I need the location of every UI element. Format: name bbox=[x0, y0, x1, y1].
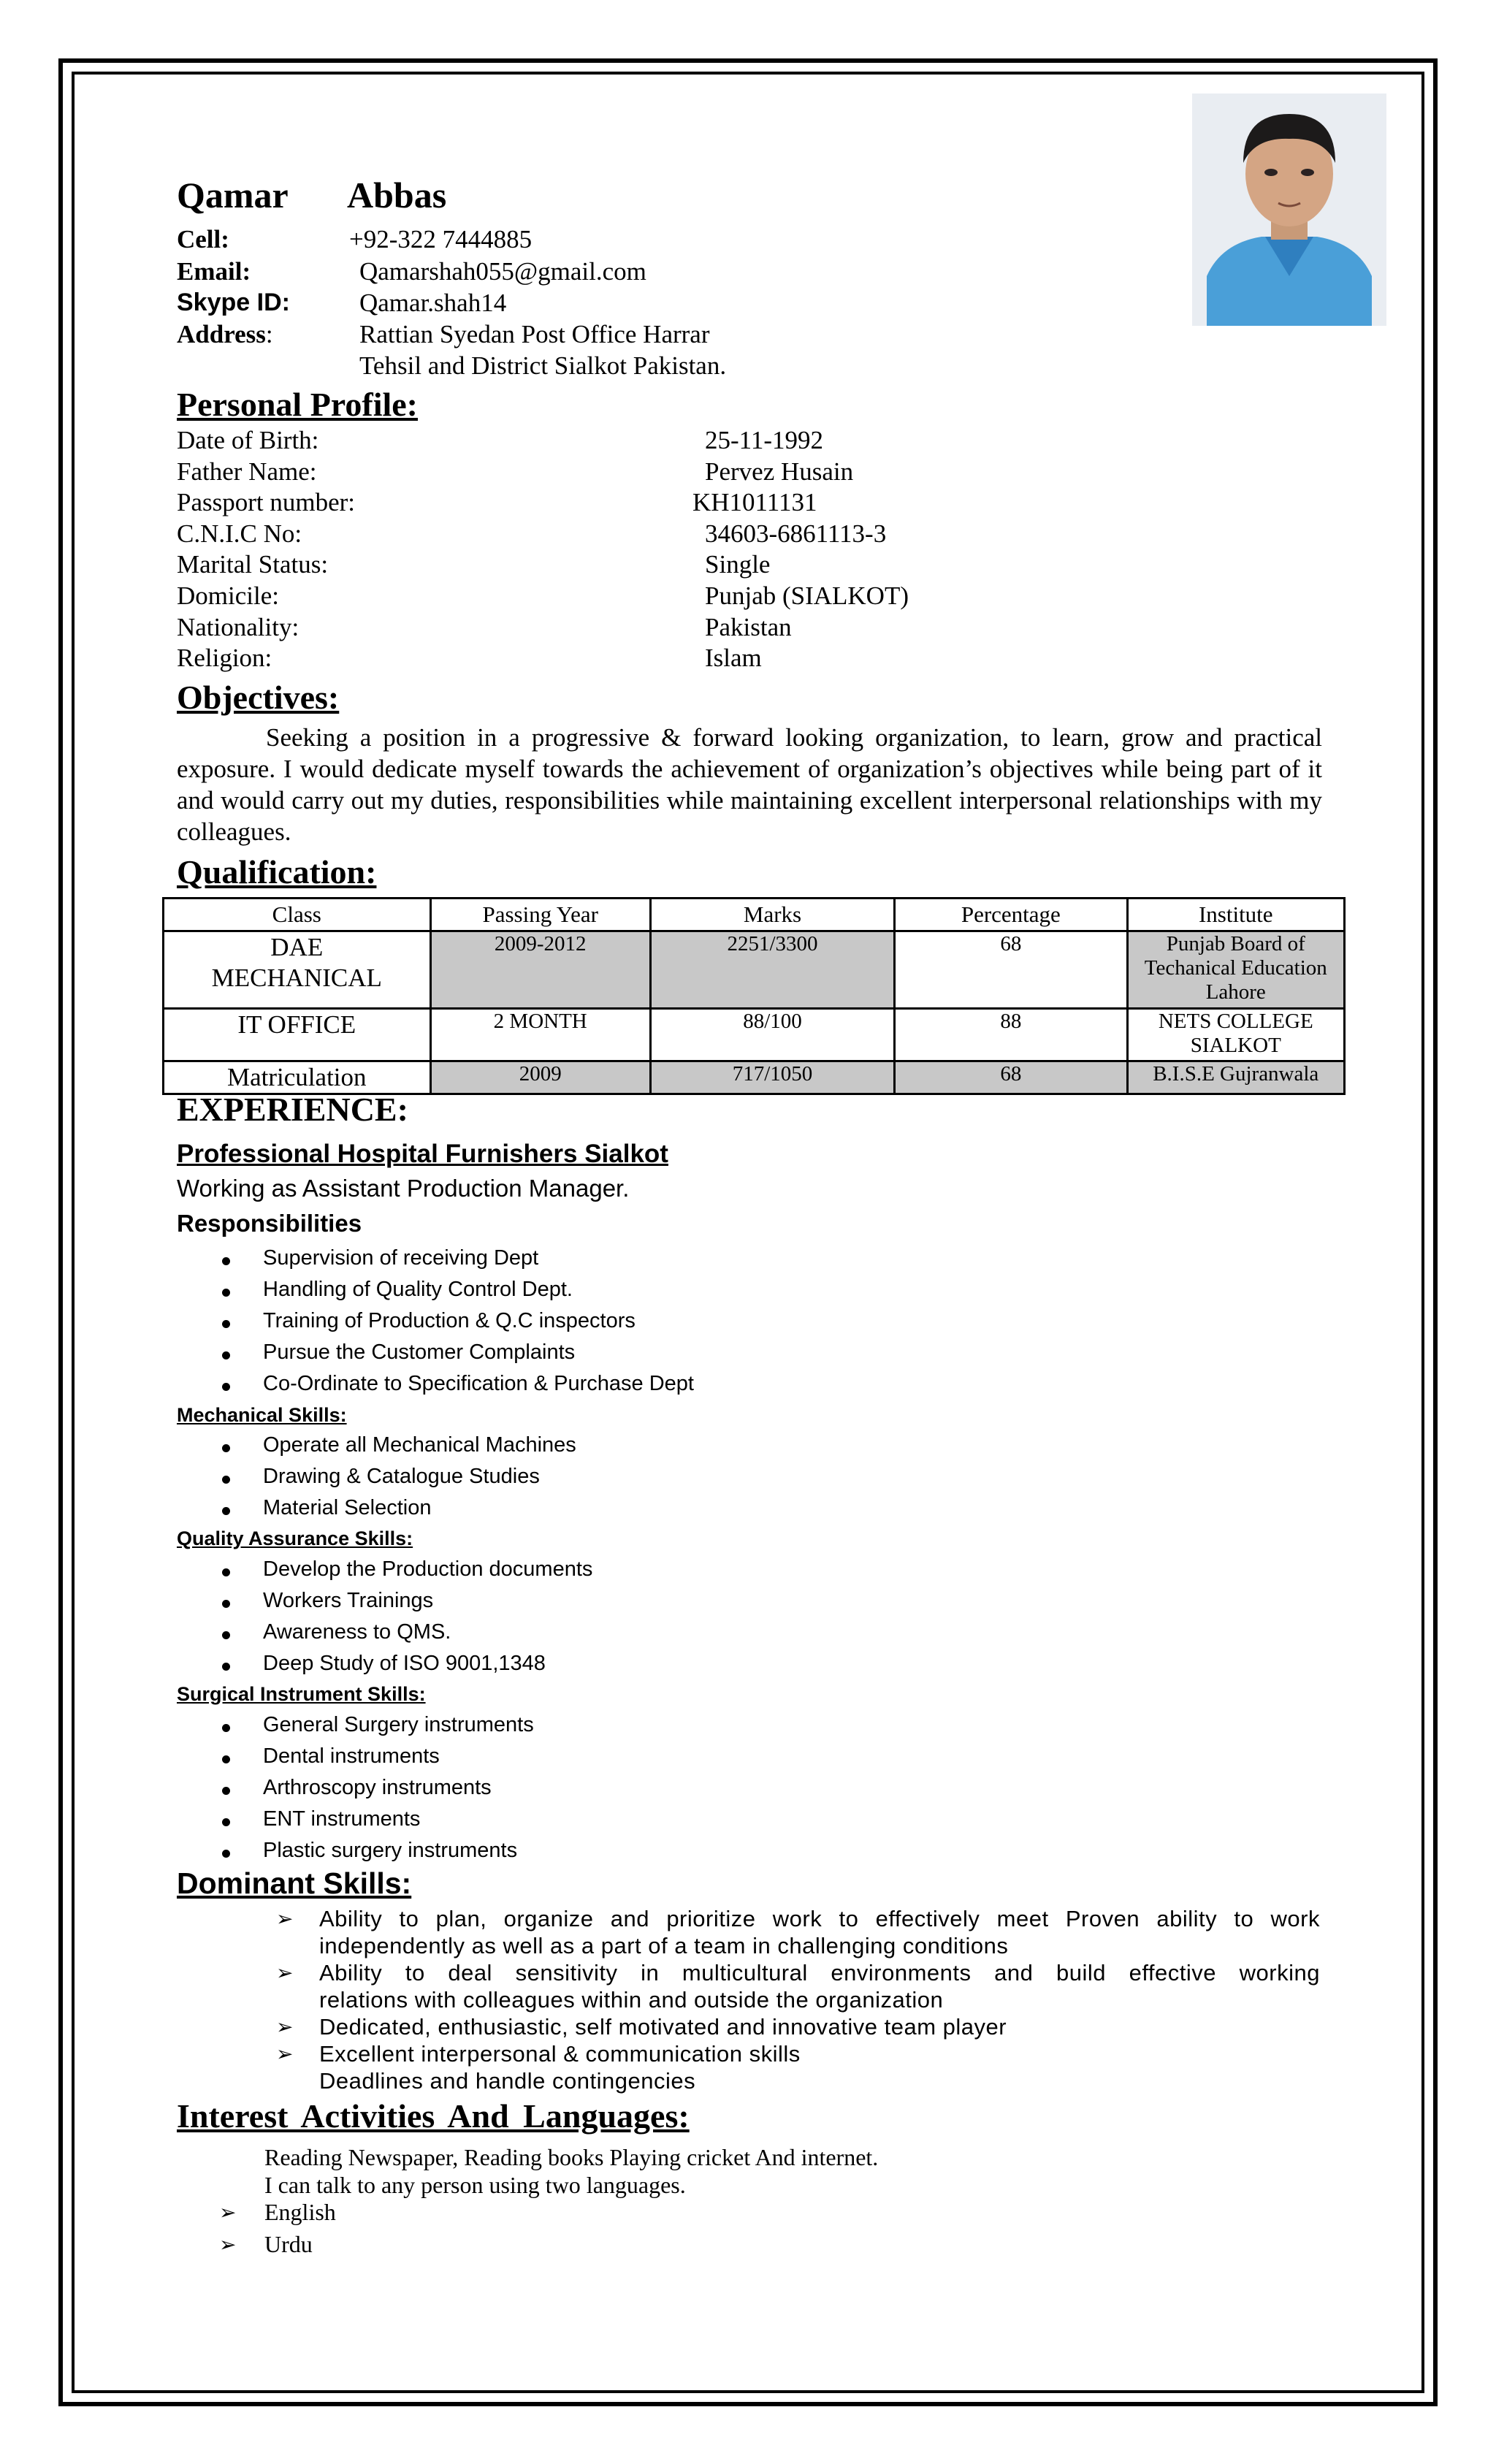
dominant-skill-2: Ability to deal sensitivity in multicultural environments and build effective working relations with colleagues within and outside the organization bbox=[319, 1960, 1320, 2013]
responsibilities-heading: Responsibilities bbox=[177, 1210, 362, 1237]
col-percentage: Percentage bbox=[895, 899, 1127, 931]
list-item-text: Co-Ordinate to Specification & Purchase Dept bbox=[263, 1372, 694, 1395]
list-item-text: Arthroscopy instruments bbox=[263, 1776, 492, 1799]
dominant-skills-heading: Dominant Skills: bbox=[177, 1866, 412, 1900]
list-item-text: Drawing & Catalogue Studies bbox=[263, 1465, 540, 1488]
email-label: Email: bbox=[177, 257, 251, 286]
address-label: Address: bbox=[177, 320, 273, 348]
class-cell: Matriculation bbox=[164, 1061, 431, 1094]
percentage-cell: 88 bbox=[895, 1009, 1127, 1061]
language-urdu: Urdu bbox=[264, 2231, 313, 2257]
percentage-cell: 68 bbox=[895, 931, 1127, 1009]
qualification-table bbox=[162, 897, 1346, 1095]
dominant-skill-1: Ability to plan, organize and prioritize work to effectively meet Proven ability to work independently as well as a part of a team in challenging conditions bbox=[319, 1906, 1320, 1958]
year-cell: 2 MONTH bbox=[430, 1009, 650, 1061]
surgical-skills-heading: Surgical Instrument Skills: bbox=[177, 1683, 426, 1705]
qa-skills-heading: Quality Assurance Skills: bbox=[177, 1527, 413, 1549]
percentage-cell: 68 bbox=[895, 1061, 1127, 1094]
table-row bbox=[164, 1061, 1345, 1094]
list-item-text: General Surgery instruments bbox=[263, 1713, 534, 1736]
profile-value: 25-11-1992 bbox=[705, 426, 824, 454]
round-bullet-icon bbox=[222, 1444, 230, 1452]
profile-value: Pervez Husain bbox=[705, 457, 854, 486]
email-value: Qamarshah055@gmail.com bbox=[359, 257, 646, 286]
profile-value: Single bbox=[705, 550, 771, 579]
arrow-bullet-icon: ➢ bbox=[276, 1907, 294, 1931]
profile-value: KH1011131 bbox=[692, 488, 817, 517]
col-marks: Marks bbox=[650, 899, 894, 931]
round-bullet-icon bbox=[222, 1568, 230, 1576]
profile-label: Religion: bbox=[177, 644, 272, 673]
profile-label: Passport number: bbox=[177, 488, 356, 517]
skype-value: Qamar.shah14 bbox=[359, 289, 507, 317]
list-item-text: Material Selection bbox=[263, 1496, 432, 1519]
round-bullet-icon bbox=[222, 1755, 230, 1763]
marks-cell: 2251/3300 bbox=[650, 931, 894, 1009]
address-line2: Tehsil and District Sialkot Pakistan. bbox=[359, 351, 727, 380]
col-class: Class bbox=[164, 899, 431, 931]
round-bullet-icon bbox=[222, 1631, 230, 1639]
list-item-text: Operate all Mechanical Machines bbox=[263, 1433, 576, 1457]
profile-value: Islam bbox=[705, 644, 762, 673]
round-bullet-icon bbox=[222, 1818, 230, 1826]
profile-heading: Personal Profile: bbox=[177, 386, 418, 423]
list-item-text: Deep Study of ISO 9001,1348 bbox=[263, 1652, 546, 1675]
class-cell: DAE MECHANICAL bbox=[164, 931, 431, 1009]
year-cell: 2009 bbox=[430, 1061, 650, 1094]
list-item-text: Develop the Production documents bbox=[263, 1557, 593, 1581]
round-bullet-icon bbox=[222, 1850, 230, 1858]
first-name: Qamar bbox=[177, 175, 289, 215]
list-item-text: Awareness to QMS. bbox=[263, 1620, 451, 1644]
institute-cell: Punjab Board of Techanical Education Lahore bbox=[1127, 931, 1344, 1009]
profile-label: Domicile: bbox=[177, 581, 279, 610]
objectives-text: Seeking a position in a progressive & forward looking organization, to learn, grow and practical exposure. I would dedicate myself towards the achievement of organization’s objectives while being part of it and would carry out my duties, responsibilities while maintaining excellent interpersonal relationships with my colleagues. bbox=[177, 723, 1322, 846]
round-bullet-icon bbox=[222, 1724, 230, 1732]
round-bullet-icon bbox=[222, 1507, 230, 1515]
list-item-text: Pursue the Customer Complaints bbox=[263, 1340, 576, 1364]
class-cell: IT OFFICE bbox=[164, 1009, 431, 1061]
cell-label: Cell: bbox=[177, 225, 229, 253]
language-english: English bbox=[264, 2199, 336, 2225]
profile-label: Nationality: bbox=[177, 612, 299, 641]
marks-cell: 88/100 bbox=[650, 1009, 894, 1061]
col-institute: Institute bbox=[1127, 899, 1344, 931]
year-cell: 2009-2012 bbox=[430, 931, 650, 1009]
list-item-text: Handling of Quality Control Dept. bbox=[263, 1278, 573, 1301]
round-bullet-icon bbox=[222, 1320, 230, 1328]
profile-value: 34603-6861113-3 bbox=[705, 519, 887, 548]
round-bullet-icon bbox=[222, 1787, 230, 1795]
company-name: Professional Hospital Furnishers Sialkot bbox=[177, 1140, 668, 1168]
address-line1: Rattian Syedan Post Office Harrar bbox=[359, 320, 710, 348]
list-item-text: ENT instruments bbox=[263, 1807, 421, 1831]
cell-value: +92-322 7444885 bbox=[349, 225, 533, 253]
profile-value: Pakistan bbox=[705, 612, 792, 641]
table-row bbox=[164, 931, 1345, 1009]
profile-label: C.N.I.C No: bbox=[177, 519, 302, 548]
list-item-text: Workers Trainings bbox=[263, 1589, 434, 1612]
dominant-skill-3: Dedicated, enthusiastic, self motivated and innovative team player bbox=[319, 2014, 1007, 2040]
arrow-bullet-icon: ➢ bbox=[276, 1961, 294, 1985]
interests-line2: I can talk to any person using two languages. bbox=[264, 2172, 686, 2198]
arrow-bullet-icon: ➢ bbox=[219, 2232, 237, 2257]
profile-label: Marital Status: bbox=[177, 550, 329, 579]
round-bullet-icon bbox=[222, 1289, 230, 1297]
mechanical-skills-heading: Mechanical Skills: bbox=[177, 1404, 347, 1426]
institute-cell: B.I.S.E Gujranwala bbox=[1127, 1061, 1344, 1094]
job-role: Working as Assistant Production Manager. bbox=[177, 1175, 630, 1202]
list-item-text: Dental instruments bbox=[263, 1744, 440, 1768]
interests-heading: Interest Activities And Languages: bbox=[177, 2097, 690, 2135]
qualification-heading: Qualification: bbox=[177, 853, 377, 890]
list-item-text: Training of Production & Q.C inspectors bbox=[263, 1309, 636, 1332]
profile-label: Date of Birth: bbox=[177, 426, 319, 454]
interests-line1: Reading Newspaper, Reading books Playing cricket And internet. bbox=[264, 2144, 879, 2170]
profile-label: Father Name: bbox=[177, 457, 317, 486]
arrow-bullet-icon: ➢ bbox=[276, 2042, 294, 2066]
round-bullet-icon bbox=[222, 1663, 230, 1671]
marks-cell: 717/1050 bbox=[650, 1061, 894, 1094]
dominant-skill-4: Excellent interpersonal & communication skills Deadlines and handle contingencies bbox=[319, 2041, 801, 2094]
table-row bbox=[164, 1009, 1345, 1061]
experience-heading: EXPERIENCE: bbox=[177, 1091, 408, 1128]
list-item-text: Plastic surgery instruments bbox=[263, 1839, 518, 1862]
skype-label: Skype ID: bbox=[177, 289, 290, 316]
institute-cell: NETS COLLEGE SIALKOT bbox=[1127, 1009, 1344, 1061]
round-bullet-icon bbox=[222, 1257, 230, 1265]
profile-photo bbox=[1192, 94, 1386, 326]
arrow-bullet-icon: ➢ bbox=[276, 2015, 294, 2039]
col-year: Passing Year bbox=[430, 899, 650, 931]
profile-value: Punjab (SIALKOT) bbox=[705, 581, 909, 610]
round-bullet-icon bbox=[222, 1476, 230, 1484]
round-bullet-icon bbox=[222, 1351, 230, 1359]
round-bullet-icon bbox=[222, 1600, 230, 1608]
qualification-header-row bbox=[164, 899, 1345, 931]
round-bullet-icon bbox=[222, 1383, 230, 1391]
list-item-text: Supervision of receiving Dept bbox=[263, 1246, 539, 1270]
last-name: Abbas bbox=[347, 175, 447, 215]
arrow-bullet-icon: ➢ bbox=[219, 2200, 237, 2224]
objectives-heading: Objectives: bbox=[177, 679, 340, 716]
